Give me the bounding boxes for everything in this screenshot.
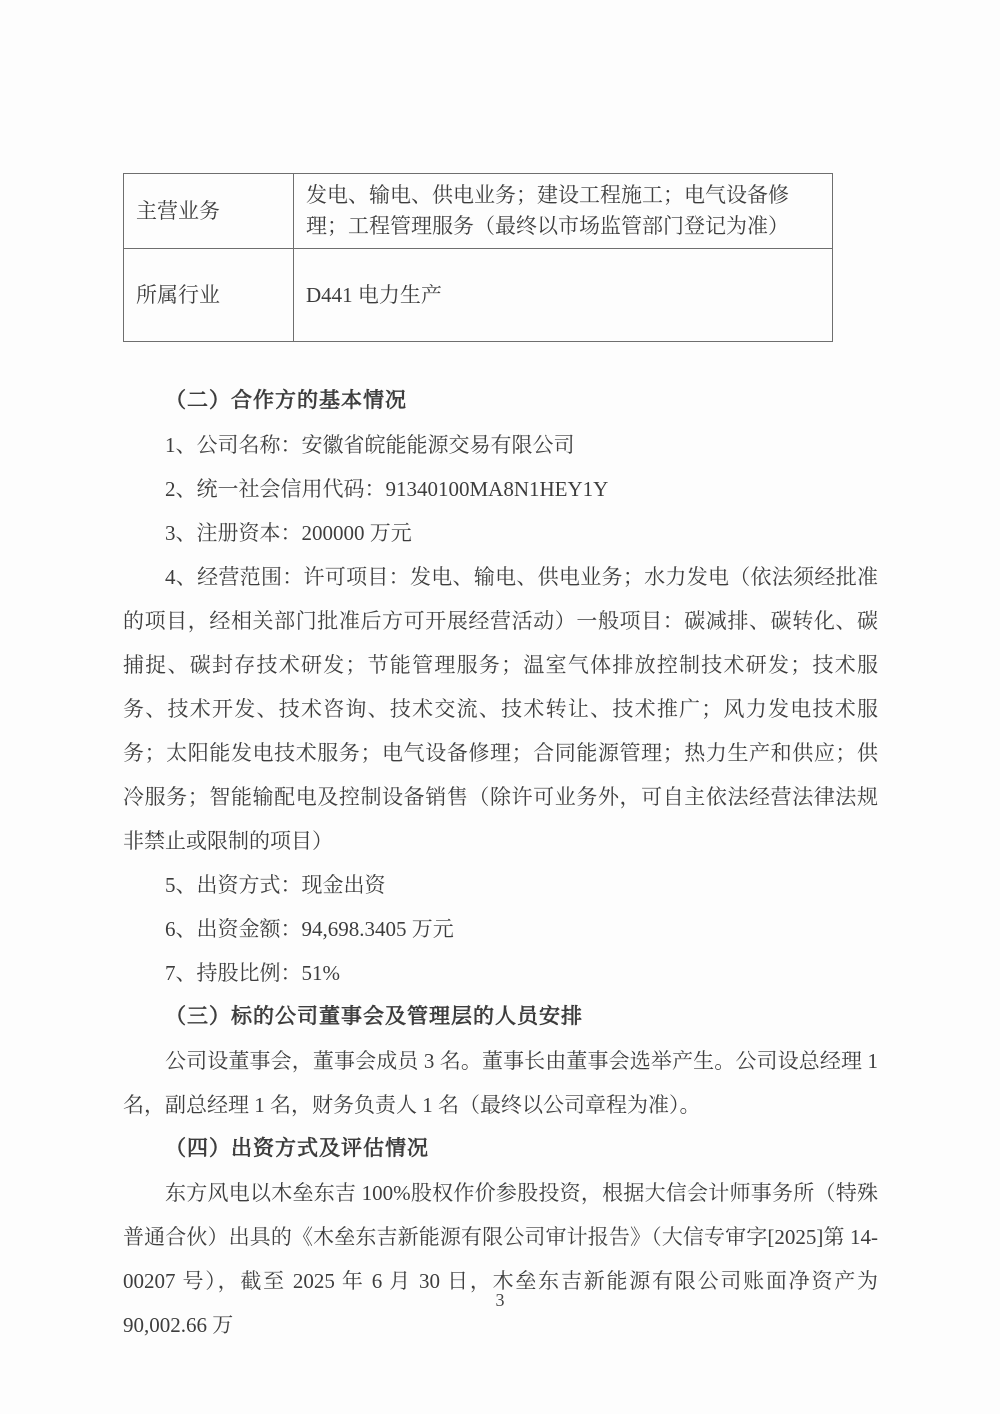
item-business-scope: 4、经营范围：许可项目：发电、输电、供电业务；水力发电（依法须经批准的项目，经相关部门批准后方可开展经营活动）一般项目：碳减排、碳转化、碳捕捉、碳封存技术研发；节能管理服务；温室气体排放控制技术研发；技术服务、技术开发、技术咨询、技术交流、技术转让、技术推广；风力发电技术服务；太阳能发电技术服务；电气设备修理；合同能源管理；热力生产和供应；供冷服务；智能输配电及控制设备销售（除许可业务外，可自主依法经营法律法规非禁止或限制的项目） <box>123 565 878 853</box>
main-business-label: 主营业务 <box>124 174 294 249</box>
item-credit-code: 2、统一社会信用代码：91340100MA8N1HEY1Y <box>165 477 609 501</box>
item-contribution-method: 5、出资方式：现金出资 <box>165 873 386 897</box>
paragraph-board-arrangement: 公司设董事会，董事会成员 3 名。董事长由董事会选举产生。公司设总经理 1 名，副总经理 1 名，财务负责人 1 名（最终以公司章程为准）。 <box>123 1049 878 1117</box>
section-heading-3: （三）标的公司董事会及管理层的人员安排 <box>165 1005 583 1028</box>
item-shareholding-ratio: 7、持股比例：51% <box>165 961 340 985</box>
item-company-name: 1、公司名称：安徽省皖能能源交易有限公司 <box>165 433 575 457</box>
item-contribution-amount: 6、出资金额：94,698.3405 万元 <box>165 917 454 941</box>
section-heading-2: （二）合作方的基本情况 <box>165 389 407 412</box>
paragraph-valuation: 东方风电以木垒东吉 100%股权作价参股投资，根据大信会计师事务所（特殊普通合伙）出具的《木垒东吉新能源有限公司审计报告》（大信专审字[2025]第 14-00207 号），截至 2025 年 6 月 30 日，木垒东吉新能源有限公司账面净资产为 90,002.66 万 <box>123 1181 878 1337</box>
main-business-value: 发电、输电、供电业务；建设工程施工；电气设备修理；工程管理服务（最终以市场监管部门登记为准） <box>294 174 833 249</box>
page-number: 3 <box>495 1290 505 1310</box>
table-row-industry <box>124 249 833 342</box>
table-row-main-business <box>124 174 833 249</box>
company-info-table <box>123 173 833 342</box>
body-text <box>123 379 878 1347</box>
industry-label: 所属行业 <box>124 249 294 342</box>
section-heading-4: （四）出资方式及评估情况 <box>165 1137 429 1160</box>
item-registered-capital: 3、注册资本：200000 万元 <box>165 521 412 545</box>
page-content <box>123 173 878 1347</box>
industry-value: D441 电力生产 <box>294 249 833 342</box>
